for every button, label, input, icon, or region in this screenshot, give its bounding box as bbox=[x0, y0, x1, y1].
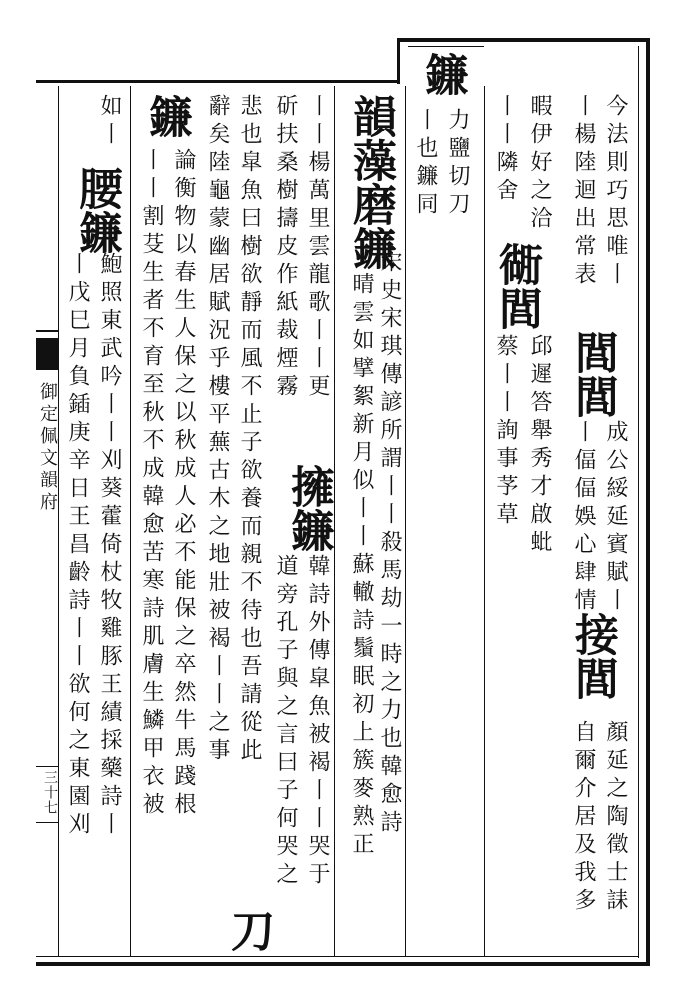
text-column: 丨丨割芟生者不育至秋不成韓愈苦寒詩肌膚生鱗甲衣被 bbox=[139, 148, 164, 820]
border-right-inner bbox=[638, 46, 639, 958]
text-column: 辭矣陸龜蒙幽居賦況乎樓平蕪古木之地壯被褐丨丨之事 bbox=[205, 94, 230, 766]
text-column: 蔡丨丨詢事芧草 bbox=[493, 334, 518, 530]
headword-tab: 鐮 bbox=[417, 52, 468, 96]
text-column: 如丨 bbox=[97, 94, 122, 150]
entry-head-hulu: 衚閭 bbox=[491, 242, 542, 330]
entry-head-molian: 磨鐮 bbox=[345, 182, 396, 270]
border-top bbox=[397, 38, 649, 42]
entry-head-jielu: 接閭 bbox=[567, 612, 618, 700]
text-column: 宋史宋琪傳諺所謂丨丨殺馬劫一時之力也韓愈詩 bbox=[377, 250, 402, 838]
column-rule bbox=[130, 86, 131, 956]
fish-tail-bar bbox=[36, 330, 58, 332]
text-column: 斫扶桑樹擣皮作紙裁煙霧 bbox=[273, 94, 298, 402]
border-right bbox=[646, 38, 650, 966]
border-top-left bbox=[36, 80, 400, 83]
border-bottom bbox=[36, 962, 650, 966]
text-column: 丨偪偪娛心肆情 bbox=[571, 420, 596, 616]
entry-head-yaolian: 腰鐮 bbox=[71, 166, 122, 254]
border-tab-edge bbox=[397, 38, 400, 84]
fish-tail-mark bbox=[36, 338, 58, 370]
text-column: 道旁孔子與之言曰子何哭之 bbox=[273, 554, 298, 890]
text-column: 自爾介居及我多 bbox=[571, 720, 596, 916]
entry-head-lulu: 閭閭 bbox=[567, 330, 618, 418]
banxin-divider bbox=[58, 86, 59, 956]
text-column: 暇伊好之洽 bbox=[527, 94, 552, 234]
border-bottom-inner bbox=[36, 956, 638, 957]
entry-head-lian: 鐮 bbox=[141, 94, 192, 138]
rhyme-marker: 韻藻 bbox=[345, 94, 396, 182]
text-column: 今法則巧思唯丨 bbox=[603, 94, 628, 290]
entry-head-yonglian: 擁鐮 bbox=[283, 464, 334, 552]
text-column: 悲也皐魚曰樹欲靜而風不止子欲養而親不待也吾請從此 bbox=[237, 94, 262, 766]
text-column: 丨楊陸迴出常表 bbox=[571, 94, 596, 290]
page-number: 三十七 bbox=[42, 770, 58, 815]
text-column: 晴雲如擘絮新月似丨丨蘇轍詩鬚眠初上簇麥熟正 bbox=[349, 272, 374, 860]
headword-gloss: 力鹽切刀 bbox=[445, 108, 470, 220]
column-rule bbox=[334, 86, 335, 956]
variant-note: 丨也鐮同 bbox=[413, 108, 438, 220]
text-column: 成公綏延賓賦丨 bbox=[603, 420, 628, 616]
entry-head-dao: 刀 bbox=[223, 908, 274, 952]
page-number-rule bbox=[36, 766, 58, 767]
text-column: 丨丨隣舍 bbox=[493, 94, 518, 206]
text-column: 丨戊巳月負鍤庚辛日王昌齡詩丨丨欲何之東園刈 bbox=[65, 252, 90, 840]
text-column: 丨丨楊萬里雲龍歌丨丨更 bbox=[305, 94, 330, 402]
banxin-title: 御定佩文韻府 bbox=[37, 382, 58, 514]
column-rule bbox=[405, 86, 406, 956]
text-column: 韓詩外傳皐魚被褐丨丨哭于 bbox=[305, 554, 330, 890]
page-number-rule bbox=[36, 822, 58, 823]
text-column: 鮑照東武吟丨丨刈葵藿倚杖牧雞豚王績採藥詩丨 bbox=[97, 252, 122, 840]
text-column: 論衡物以春生人保之以秋成人必不能保之卒然牛馬踐根 bbox=[171, 148, 196, 820]
text-column: 邱遲答舉秀才啟蚍 bbox=[527, 334, 552, 558]
border-tab-inner bbox=[408, 46, 484, 47]
text-column: 顏延之陶徵士誄 bbox=[603, 720, 628, 916]
column-rule bbox=[484, 86, 485, 956]
